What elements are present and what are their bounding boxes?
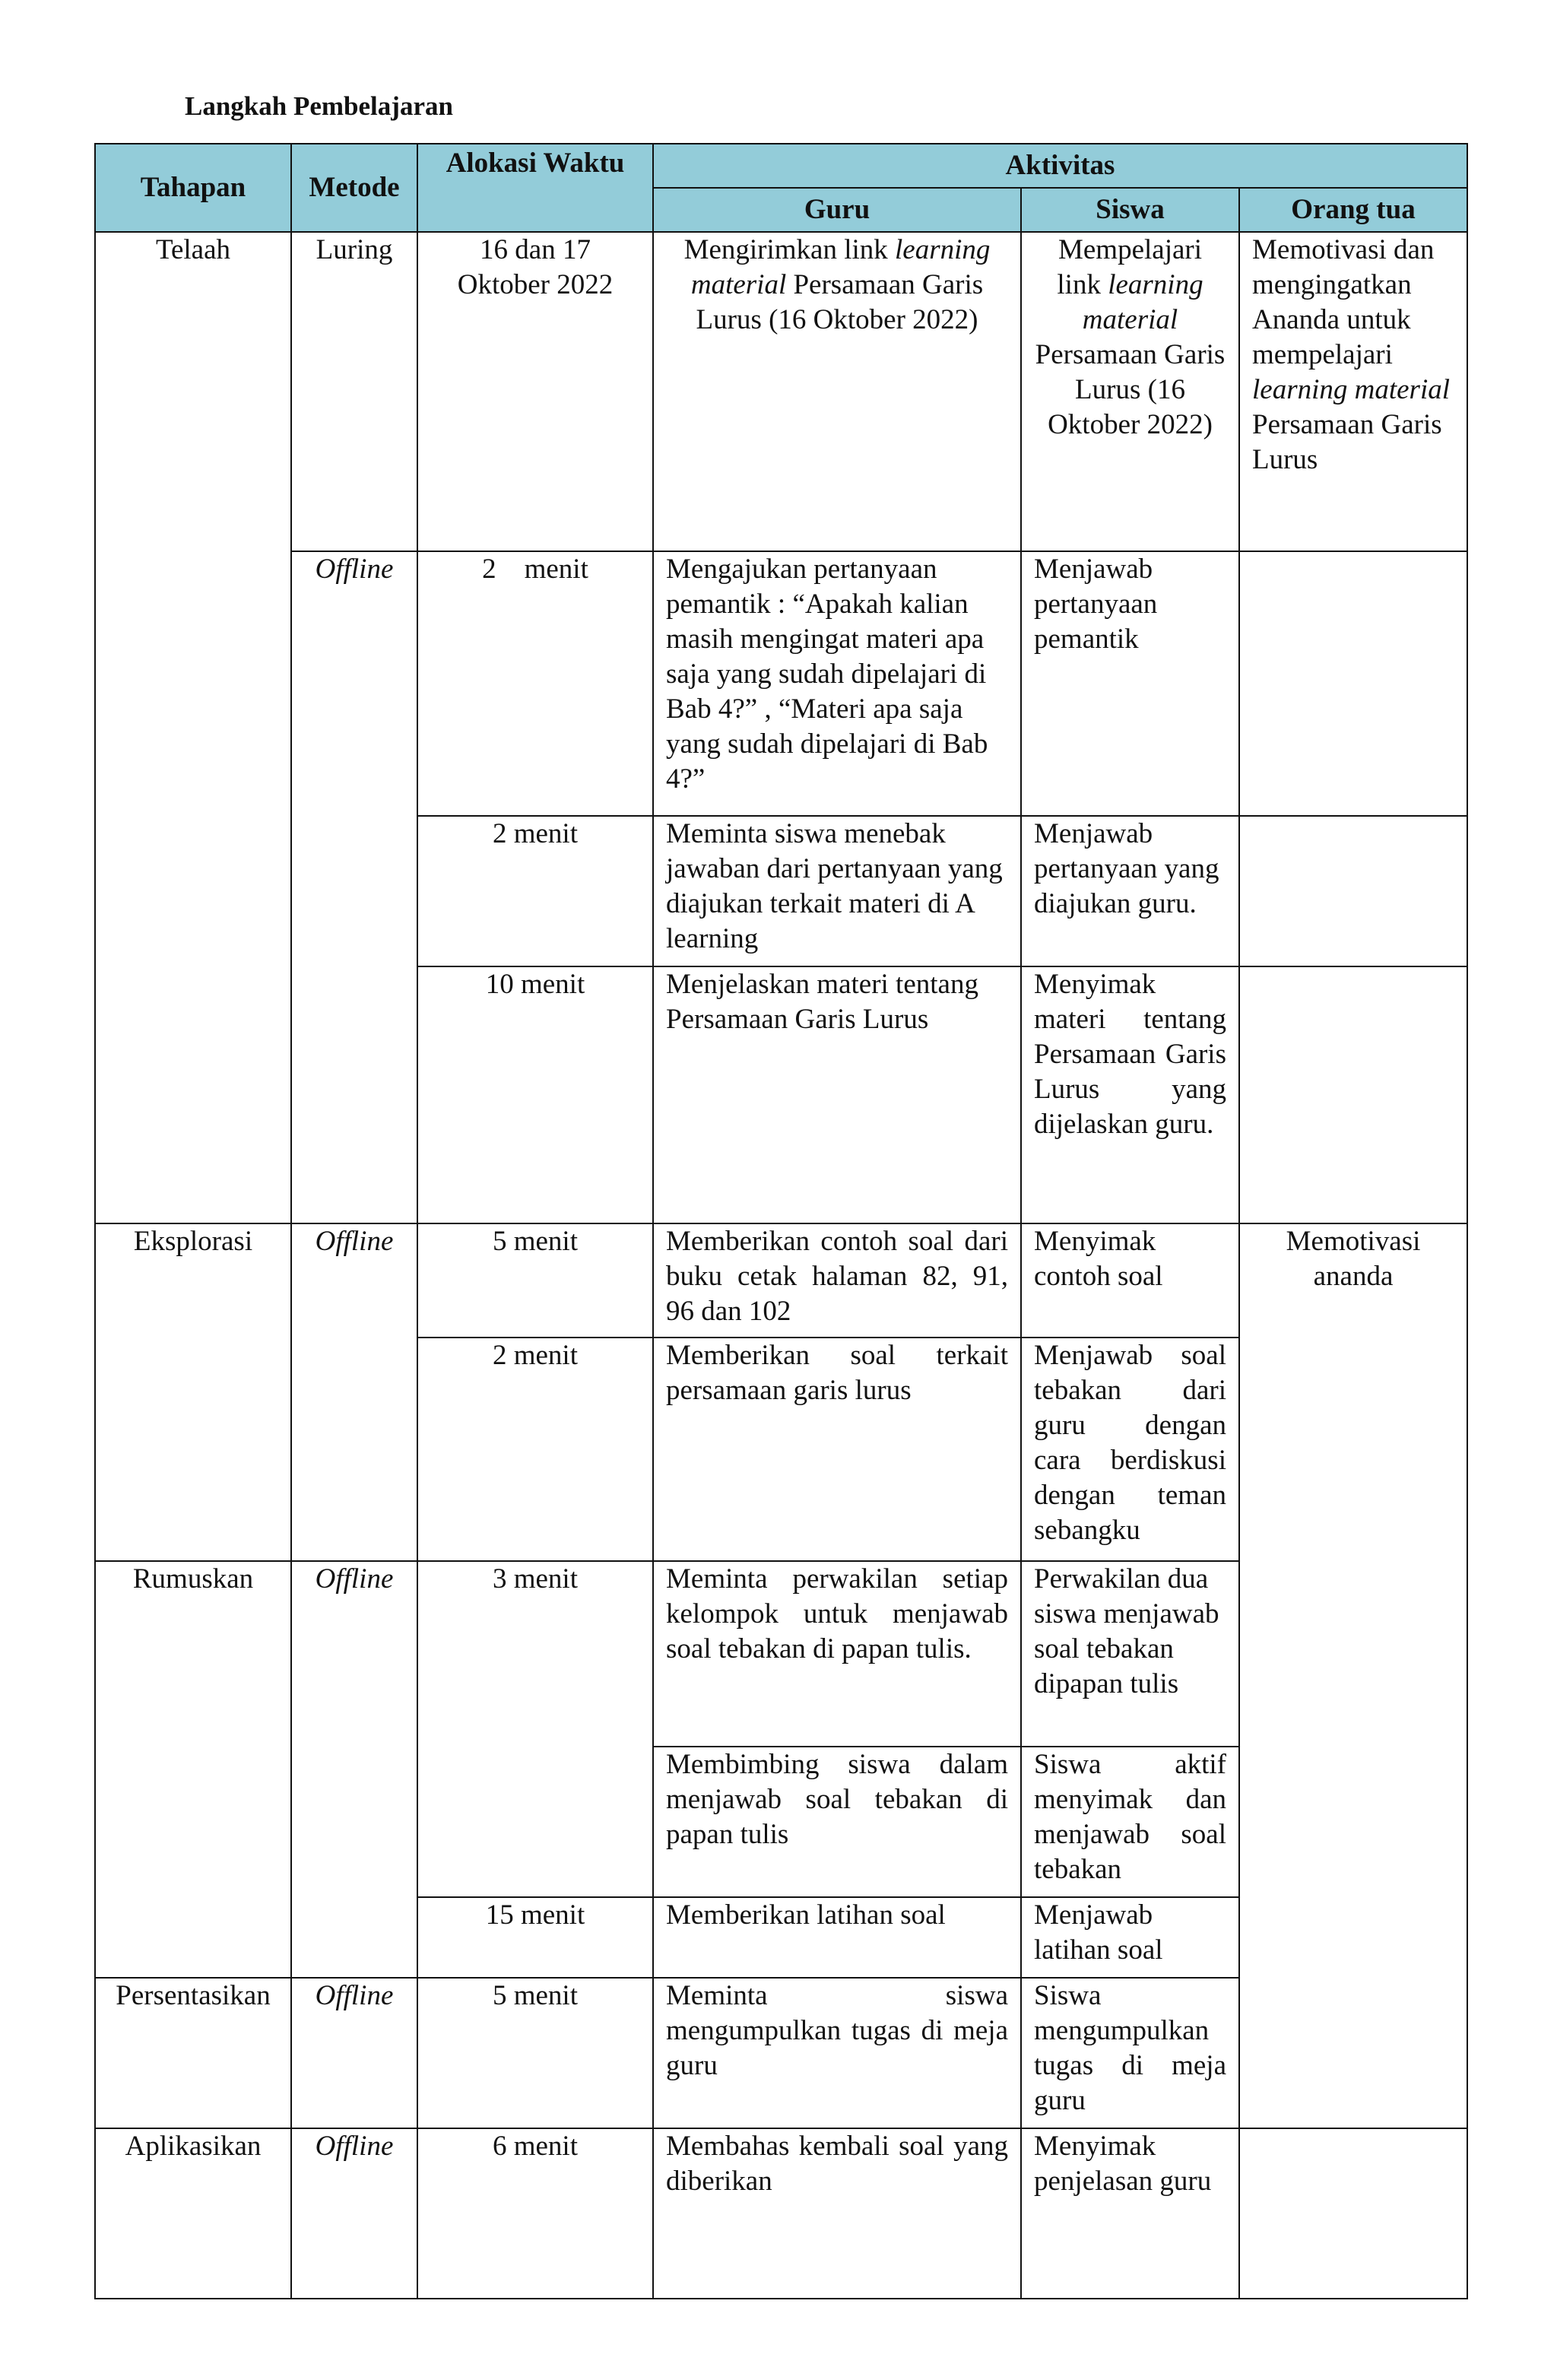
- waktu-cell: 6 menit: [417, 2128, 653, 2299]
- orang-tua-cell: [1239, 2128, 1467, 2299]
- siswa-cell: Menjawab latihan soal: [1021, 1897, 1239, 1978]
- header-tahapan: Tahapan: [95, 144, 291, 232]
- metode-cell: Offline: [291, 1223, 417, 1561]
- waktu-cell: 2 menit: [417, 816, 653, 966]
- guru-cell: Memberikan soal terkait persamaan garis lurus: [653, 1338, 1021, 1561]
- siswa-cell: Menyimak penjelasan guru: [1021, 2128, 1239, 2299]
- siswa-cell: Siswa mengumpulkan tugas di meja guru: [1021, 1978, 1239, 2128]
- waktu-cell: 2 menit: [417, 1338, 653, 1561]
- metode-cell: Offline: [291, 551, 417, 1223]
- siswa-cell: Menyimak materi tentang Persamaan Garis Lurus yang dijelaskan guru.: [1021, 966, 1239, 1223]
- orang-tua-cell: [1239, 551, 1467, 816]
- siswa-cell: Mempelajari link learning material Persamaan Garis Lurus (16 Oktober 2022): [1021, 232, 1239, 551]
- table-row: [95, 232, 1467, 551]
- guru-cell: Memberikan contoh soal dari buku cetak halaman 82, 91, 96 dan 102: [653, 1223, 1021, 1338]
- header-siswa: Siswa: [1021, 188, 1239, 232]
- tahapan-cell: Telaah: [95, 232, 291, 1223]
- waktu-cell: 10 menit: [417, 966, 653, 1223]
- header-guru: Guru: [653, 188, 1021, 232]
- metode-cell: Luring: [291, 232, 417, 551]
- guru-cell: Meminta siswa mengumpulkan tugas di meja guru: [653, 1978, 1021, 2128]
- header-metode: Metode: [291, 144, 417, 232]
- siswa-cell: Menjawab pertanyaan yang diajukan guru.: [1021, 816, 1239, 966]
- orang-tua-cell: Memotivasi dan mengingatkan Ananda untuk mempelajari learning material Persamaan Garis Lurus: [1239, 232, 1467, 551]
- orang-tua-cell: Memotivasi ananda: [1239, 1223, 1467, 2128]
- orang-tua-cell: [1239, 816, 1467, 966]
- guru-cell: Meminta siswa menebak jawaban dari pertanyaan yang diajukan terkait materi di A learning: [653, 816, 1021, 966]
- waktu-cell: 5 menit: [417, 1978, 653, 2128]
- header-aktivitas: Aktivitas: [653, 144, 1467, 188]
- tahapan-cell: Persentasikan: [95, 1978, 291, 2128]
- guru-cell: Mengirimkan link learning material Persamaan Garis Lurus (16 Oktober 2022): [653, 232, 1021, 551]
- siswa-cell: Menjawab soal tebakan dari guru dengan cara berdiskusi dengan teman sebangku: [1021, 1338, 1239, 1561]
- siswa-cell: Menyimak contoh soal: [1021, 1223, 1239, 1338]
- header-orang-tua: Orang tua: [1239, 188, 1467, 232]
- header-alokasi-waktu: Alokasi Waktu: [417, 144, 653, 232]
- guru-cell: Membimbing siswa dalam menjawab soal tebakan di papan tulis: [653, 1747, 1021, 1897]
- metode-cell: Offline: [291, 2128, 417, 2299]
- lesson-steps-table: [94, 143, 1468, 2299]
- waktu-cell: 15 menit: [417, 1897, 653, 1978]
- tahapan-cell: Aplikasikan: [95, 2128, 291, 2299]
- waktu-cell: 2 menit: [417, 551, 653, 816]
- waktu-cell: 16 dan 17 Oktober 2022: [417, 232, 653, 551]
- siswa-cell: Perwakilan dua siswa menjawab soal tebakan dipapan tulis: [1021, 1561, 1239, 1747]
- guru-cell: Mengajukan pertanyaan pemantik : “Apakah kalian masih mengingat materi apa saja yang sudah dipelajari di Bab 4?” , “Materi apa saja yang sudah dipelajari di Bab 4?”: [653, 551, 1021, 816]
- guru-cell: Meminta perwakilan setiap kelompok untuk menjawab soal tebakan di papan tulis.: [653, 1561, 1021, 1747]
- guru-cell: Memberikan latihan soal: [653, 1897, 1021, 1978]
- waktu-cell: 3 menit: [417, 1561, 653, 1897]
- table-row: [95, 551, 1467, 816]
- siswa-cell: Menjawab pertanyaan pemantik: [1021, 551, 1239, 816]
- waktu-cell: 5 menit: [417, 1223, 653, 1338]
- guru-cell: Menjelaskan materi tentang Persamaan Garis Lurus: [653, 966, 1021, 1223]
- siswa-cell: Siswa aktif menyimak dan menjawab soal tebakan: [1021, 1747, 1239, 1897]
- orang-tua-cell: [1239, 966, 1467, 1223]
- table-row: [95, 1223, 1467, 1338]
- section-title: Langkah Pembelajaran: [185, 91, 453, 121]
- table-row: [95, 2128, 1467, 2299]
- tahapan-cell: Rumuskan: [95, 1561, 291, 1978]
- metode-cell: Offline: [291, 1561, 417, 1978]
- tahapan-cell: Eksplorasi: [95, 1223, 291, 1561]
- metode-cell: Offline: [291, 1978, 417, 2128]
- guru-cell: Membahas kembali soal yang diberikan: [653, 2128, 1021, 2299]
